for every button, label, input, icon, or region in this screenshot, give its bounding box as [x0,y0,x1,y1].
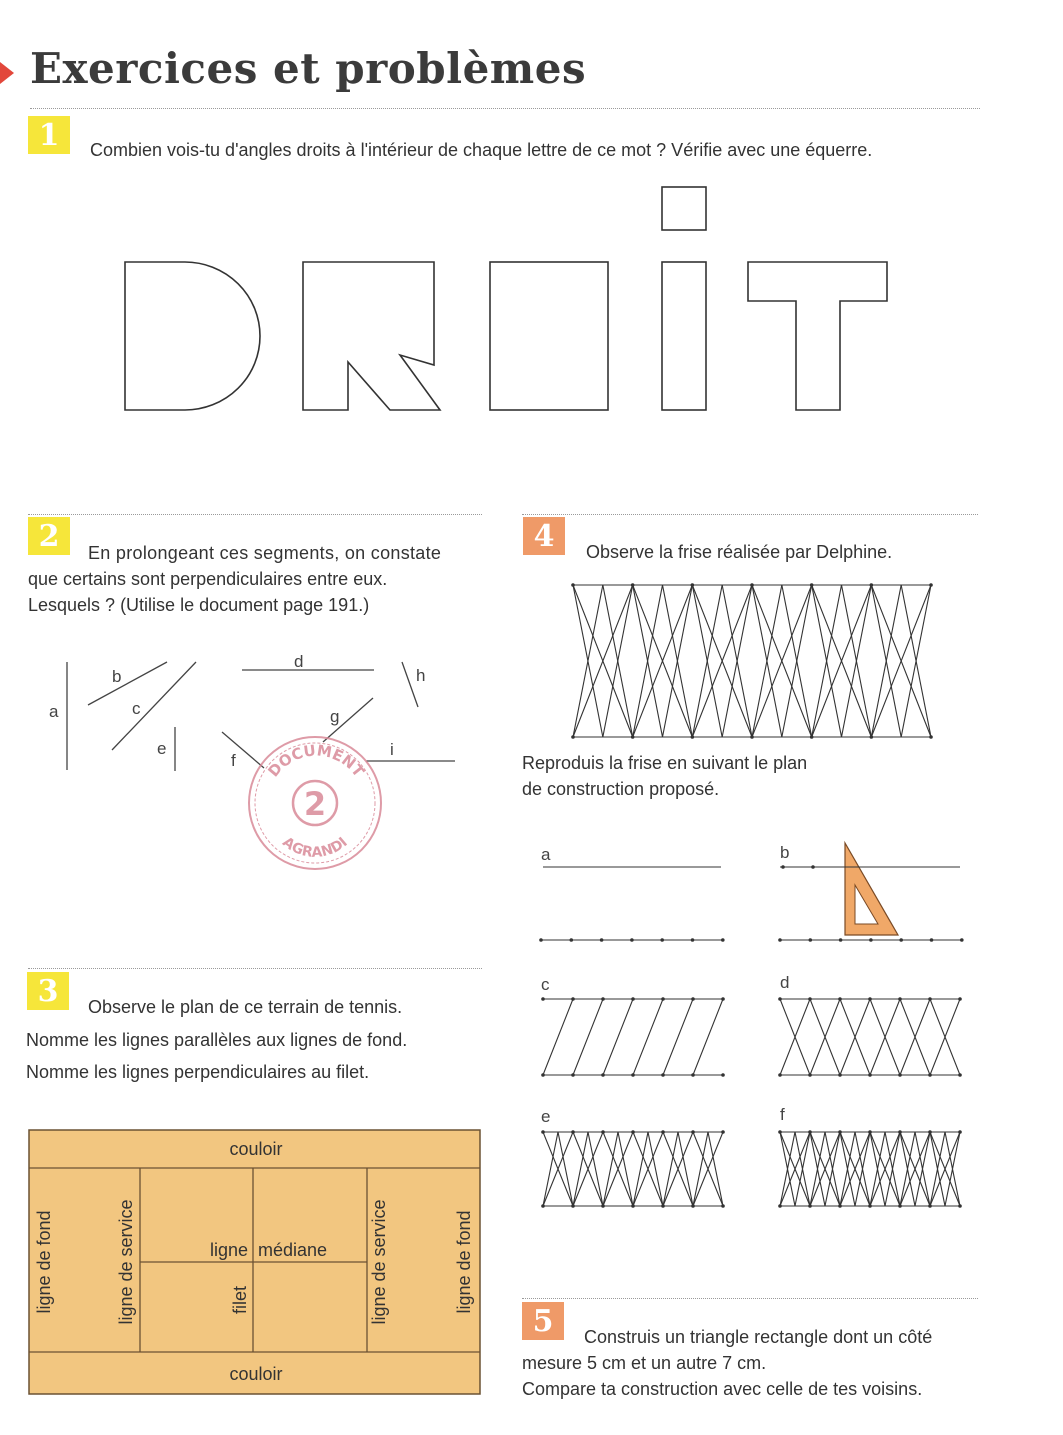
frieze-point [691,938,695,942]
filet-label: filet [230,1285,250,1315]
exercise-4-instruction-line2: de construction proposé. [522,779,720,799]
step-label-a: a [541,845,551,864]
frieze-slant-line [693,999,723,1075]
ligne-service-left-label: ligne de service [116,1199,136,1325]
step-label-f: f [780,1105,785,1124]
frieze-point [869,938,873,942]
frieze-slant-line [633,999,663,1075]
frieze-step-b [778,843,963,942]
exercise-1-number: 1 [28,116,70,154]
exercise-5-line3: Compare ta construction avec celle de tes voisins. [522,1379,923,1399]
exercise-3-number: 3 [27,972,69,1010]
exercise-3-line2: Nomme les lignes parallèles aux lignes de fond. [26,1030,408,1050]
frieze-slant-line [543,999,573,1075]
frieze-step-d [778,997,962,1077]
frieze-slant-line [573,999,603,1075]
frieze-point [809,938,813,942]
frieze-point [839,938,843,942]
frieze-point [600,938,604,942]
frieze-zigzag-line [663,1132,678,1206]
ligne-fond-right-label: ligne de fond [454,1210,474,1314]
frieze-zigzag-line [693,1132,708,1206]
stamp-bottom-text: AGRANDI [279,834,351,861]
exercise-2-number: 2 [28,517,70,555]
page-title: Exercices et problèmes [30,44,587,93]
segment-label-i: i [390,740,394,759]
exercise-5-number: 5 [522,1302,564,1340]
frieze-step-a [539,867,724,942]
frieze-zigzag-line [618,1132,633,1206]
frieze-point [778,938,782,942]
frieze-point [660,938,664,942]
frieze-zigzag-line [648,1132,663,1206]
frieze-point [721,938,725,942]
exercise-4-intro: Observe la frise réalisée par Delphine. [586,542,893,562]
exercise-5-line2: mesure 5 cm et un autre 7 cm. [522,1353,767,1373]
frieze-step-e [541,1130,725,1208]
frieze-point [570,938,574,942]
frieze-point [541,997,545,1001]
frieze-step-c [541,997,725,1077]
mediane-left-label: ligne [209,1240,248,1260]
exercise-3-line1: Observe le plan de ce terrain de tennis. [88,997,403,1017]
frieze-zigzag-line [573,1132,588,1206]
couloir-bottom-label: couloir [229,1364,283,1384]
frieze-zigzag-line [558,1132,573,1206]
segment-label-g: g [330,707,340,726]
exercise-2-text-line1: En prolongeant ces segments, on constate [88,543,442,563]
exercise-4-instruction-line1: Reproduis la frise en suivant le plan [522,753,808,773]
ligne-fond-left-label: ligne de fond [34,1210,54,1314]
segment-label-f: f [231,751,236,770]
frieze-zigzag-line [678,1132,693,1206]
segment-label-e: e [157,739,167,758]
exercise-4-number: 4 [523,517,565,555]
segment-label-h: h [416,666,426,685]
frieze-zigzag-line [588,1132,603,1206]
exercise-5-divider [522,1298,978,1299]
step-label-d: d [780,973,790,992]
step-label-e: e [541,1107,551,1126]
frieze-point [721,1073,725,1077]
frieze-point [930,938,934,942]
exercise-2-text-line3: Lesquels ? (Utilise le document page 191.) [28,595,370,615]
stamp-number: 2 [303,785,327,823]
ligne-service-right-label: ligne de service [369,1199,389,1325]
step-label-b: b [780,843,790,862]
frieze-point [781,865,785,869]
frieze-point [630,938,634,942]
frieze-zigzag-line [543,1132,558,1206]
exercise-5-line1: Construis un triangle rectangle dont un côté [584,1327,933,1347]
segment-label-c: c [132,699,141,718]
frieze-zigzag-line [633,1132,648,1206]
couloir-top-label: couloir [229,1139,283,1159]
frieze-point [539,938,543,942]
exercise-1-instruction: Combien vois-tu d'angles droits à l'intérieur de chaque lettre de ce mot ? Vérifie avec une équerre. [90,140,873,160]
frieze-zigzag-line [603,1132,618,1206]
frieze-slant-line [663,999,693,1075]
step-label-c: c [541,975,550,994]
frieze-zigzag-line [708,1132,723,1206]
segment-label-a: a [49,702,59,721]
frieze-slant-line [603,999,633,1075]
mediane-right-label: médiane [258,1240,328,1260]
exercise-3-line3: Nomme les lignes perpendiculaires au filet. [26,1062,370,1082]
frieze-point [899,938,903,942]
segment-label-d: d [294,652,304,671]
frieze-main [571,583,933,739]
frieze-point [811,865,815,869]
segment-label-b: b [112,667,122,686]
frieze-step-f [778,1130,962,1208]
stamp-top-text: DOCUMENT [264,741,368,781]
exercise-2-text-line2: que certains sont perpendiculaires entre eux. [28,569,388,589]
frieze-point [960,938,964,942]
